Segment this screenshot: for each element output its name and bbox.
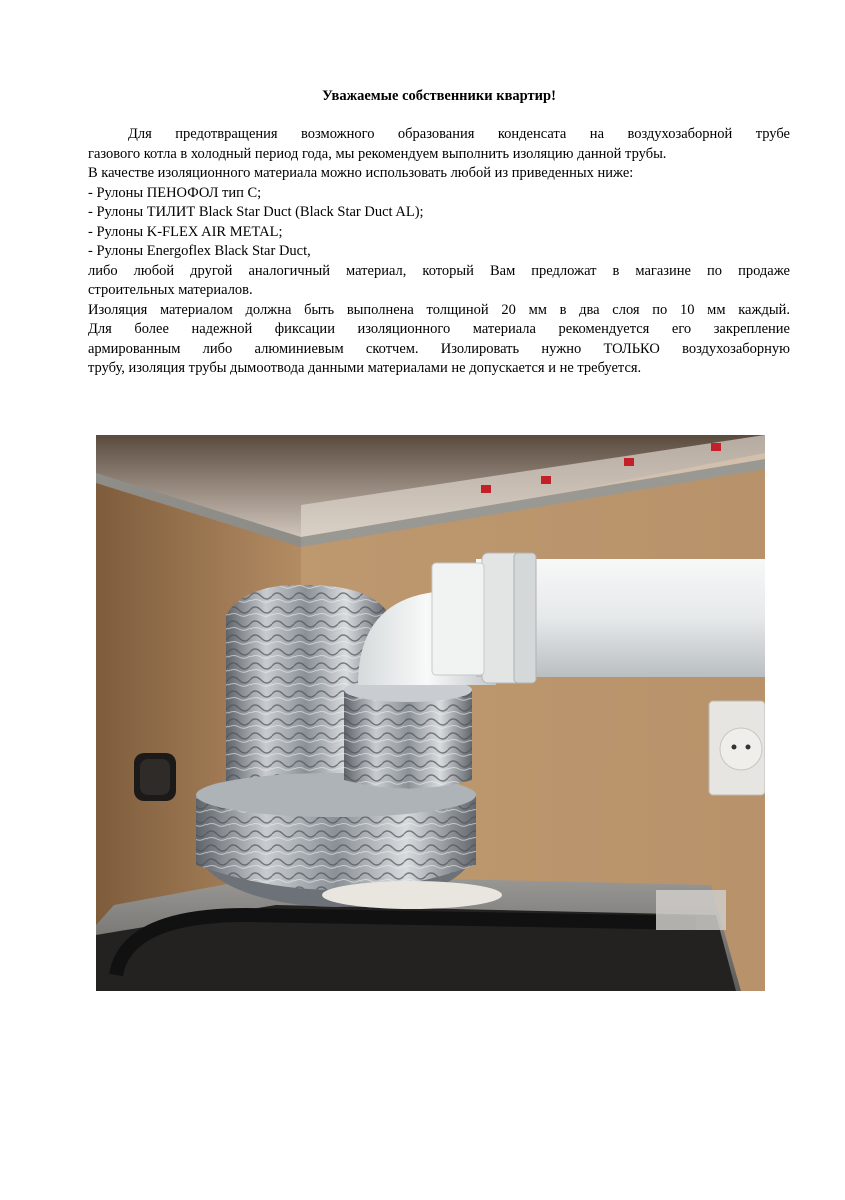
material-item: - Рулоны Energoflex Black Star Duct, — [88, 243, 311, 259]
material-item: - Рулоны K-FLEX AIR METAL; — [88, 223, 283, 240]
boiler-pipe-photo — [96, 435, 765, 991]
red-clip — [624, 458, 634, 466]
document-body — [88, 125, 790, 379]
paragraph2-line4: трубу, изоляция трубы дымоотвода данными материалами не допускается и не требуется. — [88, 360, 642, 376]
paragraph1-line3: В качестве изоляционного материала можно использовать любой из приведенных ниже: — [88, 165, 634, 181]
page-title: Уважаемые собственники квартир! — [322, 88, 556, 104]
red-clip — [541, 476, 551, 484]
material-item: - Рулоны ПЕНОФОЛ тип С; — [88, 184, 262, 201]
after-list-line1: либо любой другой аналогичный материал, который Вам предложат в магазине по продаже — [88, 262, 790, 279]
red-clip — [481, 485, 491, 493]
paragraph2-line2: Для более надежной фиксации изоляционного материала рекомендуется его закрепление — [88, 321, 790, 337]
photo-illustration — [96, 435, 765, 991]
paragraph2-line3: армированным либо алюминиевым скотчем. Изолировать нужно ТОЛЬКО воздухозаборную — [88, 340, 790, 357]
red-clip — [711, 443, 721, 451]
material-item: - Рулоны ТИЛИТ Black Star Duct (Black Star Duct AL); — [88, 204, 424, 220]
paragraph1-line1: Для предотвращения возможного образования конденсата на воздухозаборной трубе — [128, 126, 790, 142]
after-list-line2: строительных материалов. — [88, 282, 253, 298]
paragraph2-line1: Изоляция материалом должна быть выполнена толщиной 20 мм в два слоя по 10 мм каждый. — [88, 301, 790, 318]
paragraph1-line2: газового котла в холодный период года, мы рекомендуем выполнить изоляцию данной трубы. — [88, 145, 667, 162]
